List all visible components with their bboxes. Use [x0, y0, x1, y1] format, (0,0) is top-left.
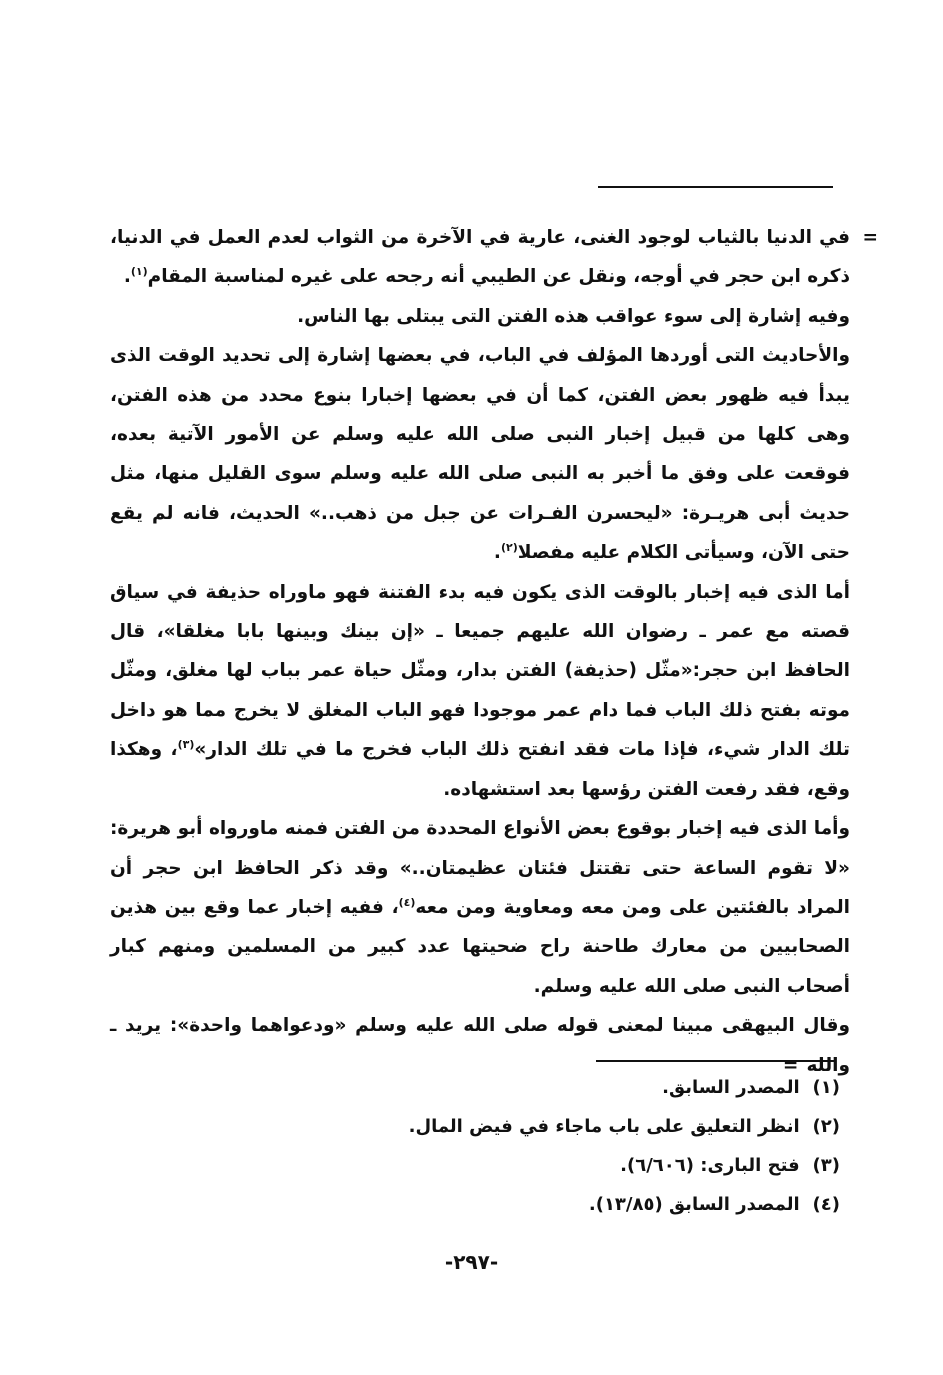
paragraph-1: = في الدنيا بالثياب لوجود الغنى، عارية في الآخرة من الثواب لعدم العمل في الدنيا، ذكره ابن حجر في أوجه، ونقل عن الطيبي أنه رجحه على غيره لمناسبة المقام$^{(١)}$.	[110, 218, 850, 297]
page-number: -٢٩٧-	[444, 1250, 499, 1274]
footnote-number: (١)	[812, 1077, 840, 1098]
footnote-ref-4[interactable]: (٤)	[398, 895, 416, 909]
footnote-1: (١) المصدر السابق.	[300, 1068, 840, 1107]
paragraph-2: وفيه إشارة إلى سوء عواقب هذه الفتن التى يبتلى بها الناس.	[297, 305, 850, 327]
footnotes	[300, 1068, 840, 1224]
paragraph-3: والأحاديث التى أوردها المؤلف في الباب، في بعضها إشارة إلى تحديد الوقت الذى يبدأ فيه ظهور بعض الفتن، كما أن في بعضها إخبارا بنوع محدد من هذه الفتن، وهى كلها من قبيل إخبار النبى صلى الله عليه وسلم عن الأمور الآتية بعده، فوقعت على وفق ما أخبر به النبى صلى الله عليه وسلم سوى القليل منها، مثل حديث أبى هريـرة: «ليحسرن الفـرات عن جبل من ذهب..» الحديث، فانه لم يقع حتى الآن، وسيأتى الكلام عليه مفصلا$^{(٢)}$.	[110, 345, 850, 564]
continuation-mark-start: =	[862, 227, 878, 248]
paragraph-4: أما الذى فيه إخبار بالوقت الذى يكون فيه بدء الفتنة فهو ماوراه حذيفة في سياق قصته مع عمر ـ رضوان الله عليهم جميعا ـ «إن بينك وبينها بابا مغلقا»، قال الحافظ ابن حجر:«مثّل (حذيفة) الفتن بدار، ومثّل حياة عمر بباب لها مغلق، ومثّل موته بفتح ذلك الباب فما دام عمر موجودا فهو الباب المغلق لا يخرج مما هو داخل تلك الدار شيء، فإذا مات فقد انفتح ذلك الباب فخرج ما في تلك الدار»$^{(٣)}$، وهكذا وقع، فقد رفعت الفتن رؤسها بعد استشهاده.	[110, 581, 850, 800]
footnote-number: (٢)	[812, 1116, 840, 1137]
footnote-ref-1[interactable]: (١)	[130, 265, 148, 279]
continuation-mark-end: =	[782, 1054, 799, 1076]
footnote-number: (٤)	[812, 1194, 840, 1215]
top-divider	[598, 186, 833, 188]
footnote-3: (٣) فتح البارى: (٦/٦٠٦).	[300, 1146, 840, 1185]
footnote-ref-2[interactable]: (٢)	[500, 541, 518, 555]
paragraph-6: وقال البيهقى مبينا لمعنى قوله صلى الله عليه وسلم «ودعواهما واحدة»: يريد ـ والله=	[110, 1015, 850, 1076]
main-text	[110, 218, 878, 1085]
paragraph-5: وأما الذى فيه إخبار بوقوع بعض الأنواع المحددة من الفتن فمنه ماورواه أبو هريرة: «لا تقوم الساعة حتى تقتتل فئتان عظيمتان..» وقد ذكر الحافظ ابن حجر أن المراد بالفئتين على ومن معه ومعاوية ومن معه$^{(٤)}$، ففيه إخبار عما وقع بين هذين الصحابيين من معارك طاحنة راح ضحيتها عدد كبير من المسلمين ومنهم كبار أصحاب النبى صلى الله عليه وسلم.	[110, 818, 850, 997]
footnote-2: (٢) انظر التعليق على باب ماجاء في فيض المال.	[300, 1107, 840, 1146]
footnote-ref-3[interactable]: (٣)	[177, 738, 195, 752]
footnote-number: (٣)	[812, 1155, 840, 1176]
footnote-divider	[596, 1060, 836, 1062]
footnote-4: (٤) المصدر السابق (١٣/٨٥).	[300, 1185, 840, 1224]
